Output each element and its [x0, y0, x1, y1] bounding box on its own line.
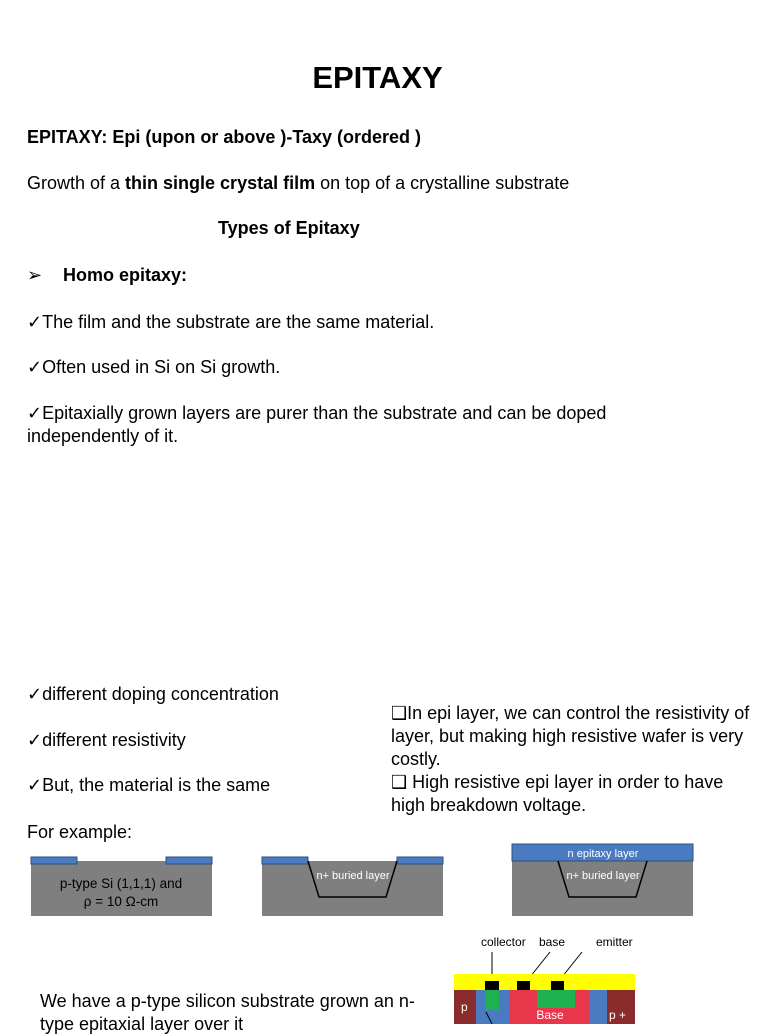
p-left-label: p — [461, 1000, 468, 1014]
base-metal — [517, 981, 530, 990]
homo-heading-row — [27, 264, 187, 287]
oxide-pad-right — [166, 857, 212, 864]
homo-heading: Homo epitaxy: — [63, 265, 188, 285]
collector-contact-n-plus — [485, 990, 499, 1010]
diff-item-resistivity: ✓different resistivity — [27, 730, 186, 750]
base-label: Base — [536, 1008, 564, 1022]
diff-item-same-material: ✓But, the material is the same — [27, 775, 271, 795]
base-top-label: base — [539, 935, 566, 949]
emitter-n-plus — [537, 990, 575, 1008]
bottom-description: We have a p-type silicon substrate grown an n-type epitaxial layer over it — [40, 991, 415, 1034]
oxide-pad-left — [262, 857, 308, 864]
growth-sentence — [27, 172, 569, 195]
for-example-label: For example: — [27, 822, 133, 842]
bjt-cross-section — [450, 932, 650, 1024]
collector-label: collector — [481, 935, 526, 949]
collector-metal — [485, 981, 499, 990]
buried-layer-label: n+ buried layer — [566, 870, 640, 882]
emitter-metal — [551, 981, 564, 990]
types-heading: Types of Epitaxy — [218, 218, 360, 238]
growth-bold: thin single crystal film — [125, 173, 316, 193]
epi-layer-diagram — [511, 843, 695, 918]
oxide-pad-right — [397, 857, 443, 864]
epi-layer-label: n epitaxy layer — [567, 848, 639, 860]
check-item-si-on-si: ✓Often used in Si on Si growth. — [27, 357, 281, 377]
buried-layer-label: n+ buried layer — [316, 870, 390, 882]
substrate-diagram — [30, 856, 214, 918]
diff-item-doping: ✓different doping concentration — [27, 684, 279, 704]
oxide-yellow-layer — [454, 974, 635, 990]
substrate-label-line2: ρ = 10 Ω-cm — [83, 894, 159, 909]
substrate-label-line1: p-type Si (1,1,1) and — [59, 876, 183, 891]
growth-prefix: Growth of a — [27, 173, 126, 193]
epitaxy-definition: EPITAXY: Epi (upon or above )-Taxy (ordered ) — [27, 127, 422, 147]
buried-layer-diagram — [261, 856, 445, 918]
emitter-label: emitter — [596, 935, 633, 949]
p-right-label: p + — [609, 1008, 627, 1022]
arrow-bullet-icon: ➢ — [27, 265, 43, 285]
note-resistivity-control: ❑In epi layer, we can control the resistivity of layer, but making high resistive wafer is very costly. — [391, 703, 750, 769]
check-item-purer-layers: ✓Epitaxially grown layers are purer than the substrate and can be doped independently of it. — [27, 403, 607, 446]
n-collector-region-right — [590, 990, 607, 1024]
page-title: EPITAXY — [312, 60, 443, 95]
check-item-same-material: ✓The film and the substrate are the same material. — [27, 312, 435, 332]
growth-suffix: on top of a crystalline substrate — [315, 173, 570, 193]
note-breakdown-voltage: ❑ High resistive epi layer in order to have high breakdown voltage. — [391, 772, 724, 815]
oxide-pad-left — [31, 857, 77, 864]
